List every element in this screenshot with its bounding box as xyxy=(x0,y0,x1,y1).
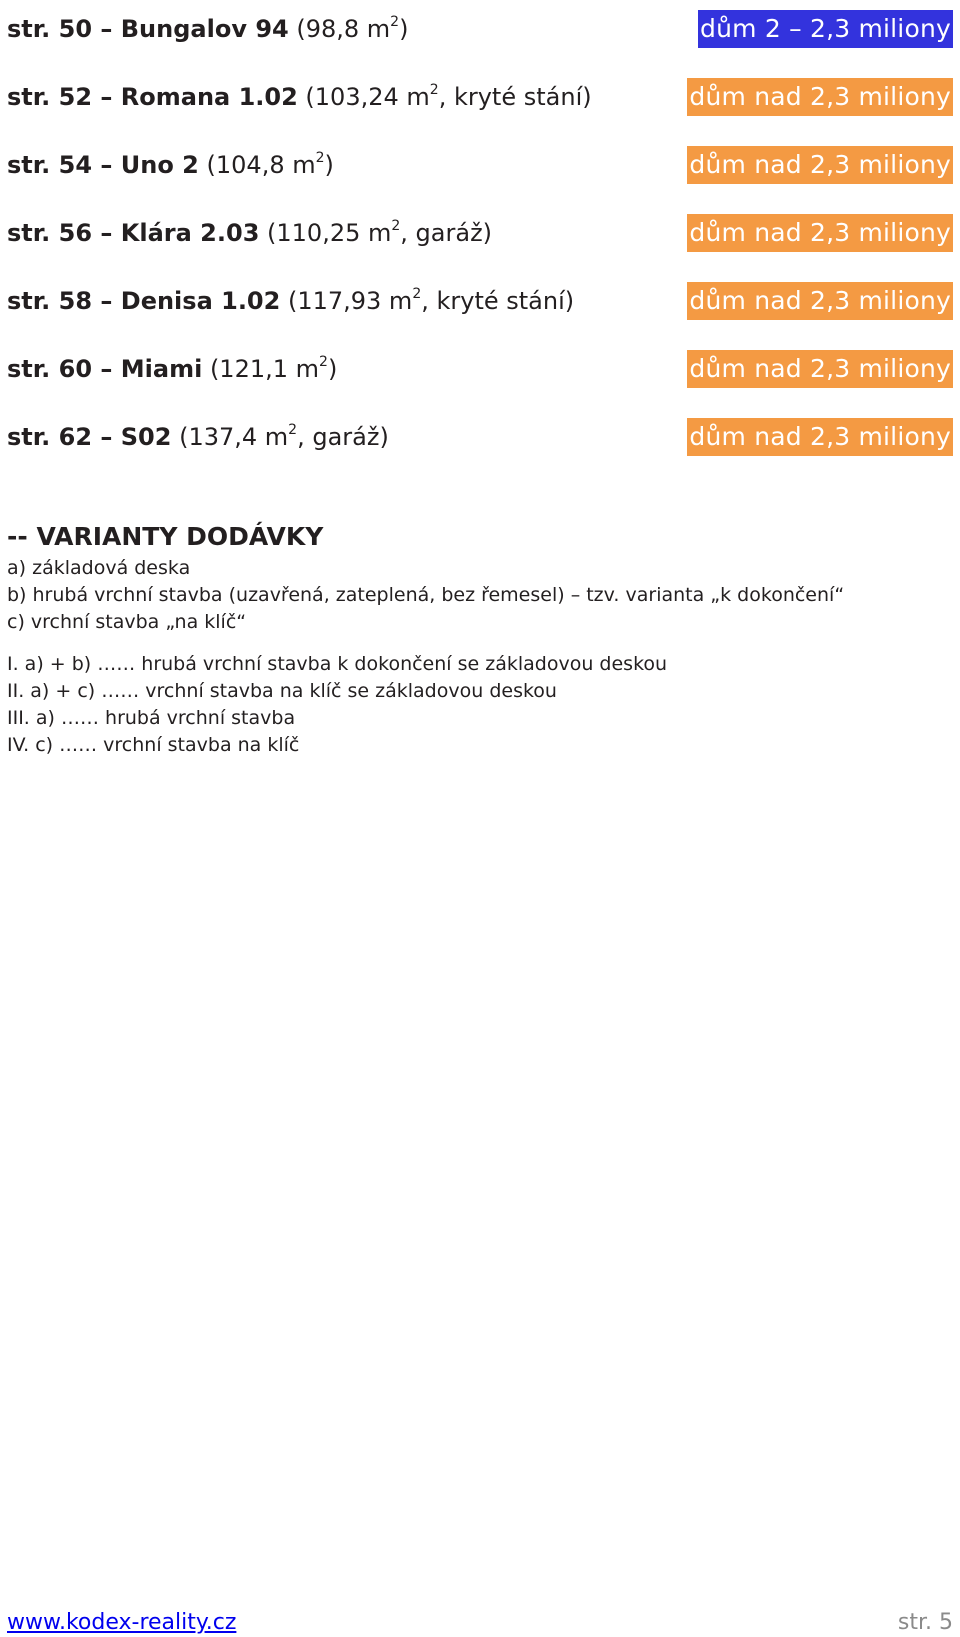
house-extra: , garáž) xyxy=(400,219,493,247)
house-area: (98,8 m xyxy=(288,15,391,43)
house-page-ref: str. 60 xyxy=(7,355,93,383)
separator-dash: – xyxy=(92,83,121,111)
house-row xyxy=(7,7,953,47)
house-area: (110,25 m xyxy=(259,219,392,247)
website-link[interactable]: www.kodex-reality.cz xyxy=(7,1610,237,1635)
price-badge: dům nad 2,3 miliony xyxy=(687,282,953,320)
separator-dash: – xyxy=(92,423,121,451)
house-name: Romana 1.02 xyxy=(120,83,298,111)
house-extra: , kryté stání) xyxy=(438,83,592,111)
house-row xyxy=(7,279,953,319)
page-footer xyxy=(7,1609,953,1637)
separator-dash: – xyxy=(92,287,121,315)
house-description xyxy=(7,355,337,383)
house-description xyxy=(7,15,408,43)
area-exponent: 2 xyxy=(288,422,298,438)
house-name: S02 xyxy=(120,423,172,451)
price-badge: dům nad 2,3 miliony xyxy=(687,78,953,116)
area-exponent: 2 xyxy=(391,218,401,234)
house-description xyxy=(7,219,492,247)
house-area: (103,24 m xyxy=(297,83,430,111)
house-name: Uno 2 xyxy=(120,151,199,179)
delivery-variants-section xyxy=(7,522,953,759)
house-name: Denisa 1.02 xyxy=(120,287,281,315)
price-badge: dům nad 2,3 miliony xyxy=(687,350,953,388)
house-name: Bungalov 94 xyxy=(120,15,289,43)
house-extra: , garáž) xyxy=(297,423,389,451)
house-description xyxy=(7,83,592,111)
house-page-ref: str. 58 xyxy=(7,287,93,315)
house-description xyxy=(7,423,389,451)
house-area: (117,93 m xyxy=(280,287,413,315)
separator-dash: – xyxy=(92,355,121,383)
variant-combination: III. a) …… hrubá vrchní stavba xyxy=(7,707,296,729)
house-description xyxy=(7,151,334,179)
variant-combination: I. a) + b) …… hrubá vrchní stavba k dokončení se základovou deskou xyxy=(7,653,668,675)
variant-combinations xyxy=(7,651,953,759)
area-exponent: 2 xyxy=(412,286,422,302)
house-extra: ) xyxy=(327,355,338,383)
variant-option: c) vrchní stavba „na klíč“ xyxy=(7,611,247,633)
house-page-ref: str. 54 xyxy=(7,151,93,179)
house-extra: ) xyxy=(399,15,409,43)
variant-option: a) základová deska xyxy=(7,557,191,579)
area-exponent: 2 xyxy=(315,150,325,166)
variants-heading: -- VARIANTY DODÁVKY xyxy=(7,522,324,551)
house-description xyxy=(7,287,574,315)
house-row xyxy=(7,211,953,251)
page-number: str. 5 xyxy=(897,1610,953,1635)
variant-combination: IV. c) …… vrchní stavba na klíč xyxy=(7,734,300,756)
price-badge: dům 2 – 2,3 miliony xyxy=(698,10,953,48)
house-name: Klára 2.03 xyxy=(120,219,260,247)
house-extra: , kryté stání) xyxy=(421,287,575,315)
area-exponent: 2 xyxy=(429,82,439,98)
house-area: (121,1 m xyxy=(202,355,320,383)
separator-dash: – xyxy=(92,219,121,247)
separator-dash: – xyxy=(92,15,121,43)
house-row xyxy=(7,75,953,115)
house-row xyxy=(7,347,953,387)
area-exponent: 2 xyxy=(319,354,328,370)
house-area: (104,8 m xyxy=(198,151,316,179)
house-row xyxy=(7,143,953,183)
house-row xyxy=(7,415,953,455)
price-badge: dům nad 2,3 miliony xyxy=(687,146,953,184)
house-page-ref: str. 50 xyxy=(7,15,93,43)
house-page-ref: str. 56 xyxy=(7,219,93,247)
house-page-ref: str. 52 xyxy=(7,83,93,111)
separator-dash: – xyxy=(92,151,121,179)
house-name: Miami xyxy=(120,355,203,383)
price-badge: dům nad 2,3 miliony xyxy=(687,214,953,252)
price-badge: dům nad 2,3 miliony xyxy=(687,418,953,456)
house-area: (137,4 m xyxy=(171,423,289,451)
variant-option: b) hrubá vrchní stavba (uzavřená, zateplená, bez řemesel) – tzv. varianta „k dokončení“ xyxy=(7,584,845,606)
house-extra: ) xyxy=(324,151,334,179)
variant-combination: II. a) + c) …… vrchní stavba na klíč se základovou deskou xyxy=(7,680,557,702)
area-exponent: 2 xyxy=(390,14,400,30)
house-page-ref: str. 62 xyxy=(7,423,93,451)
